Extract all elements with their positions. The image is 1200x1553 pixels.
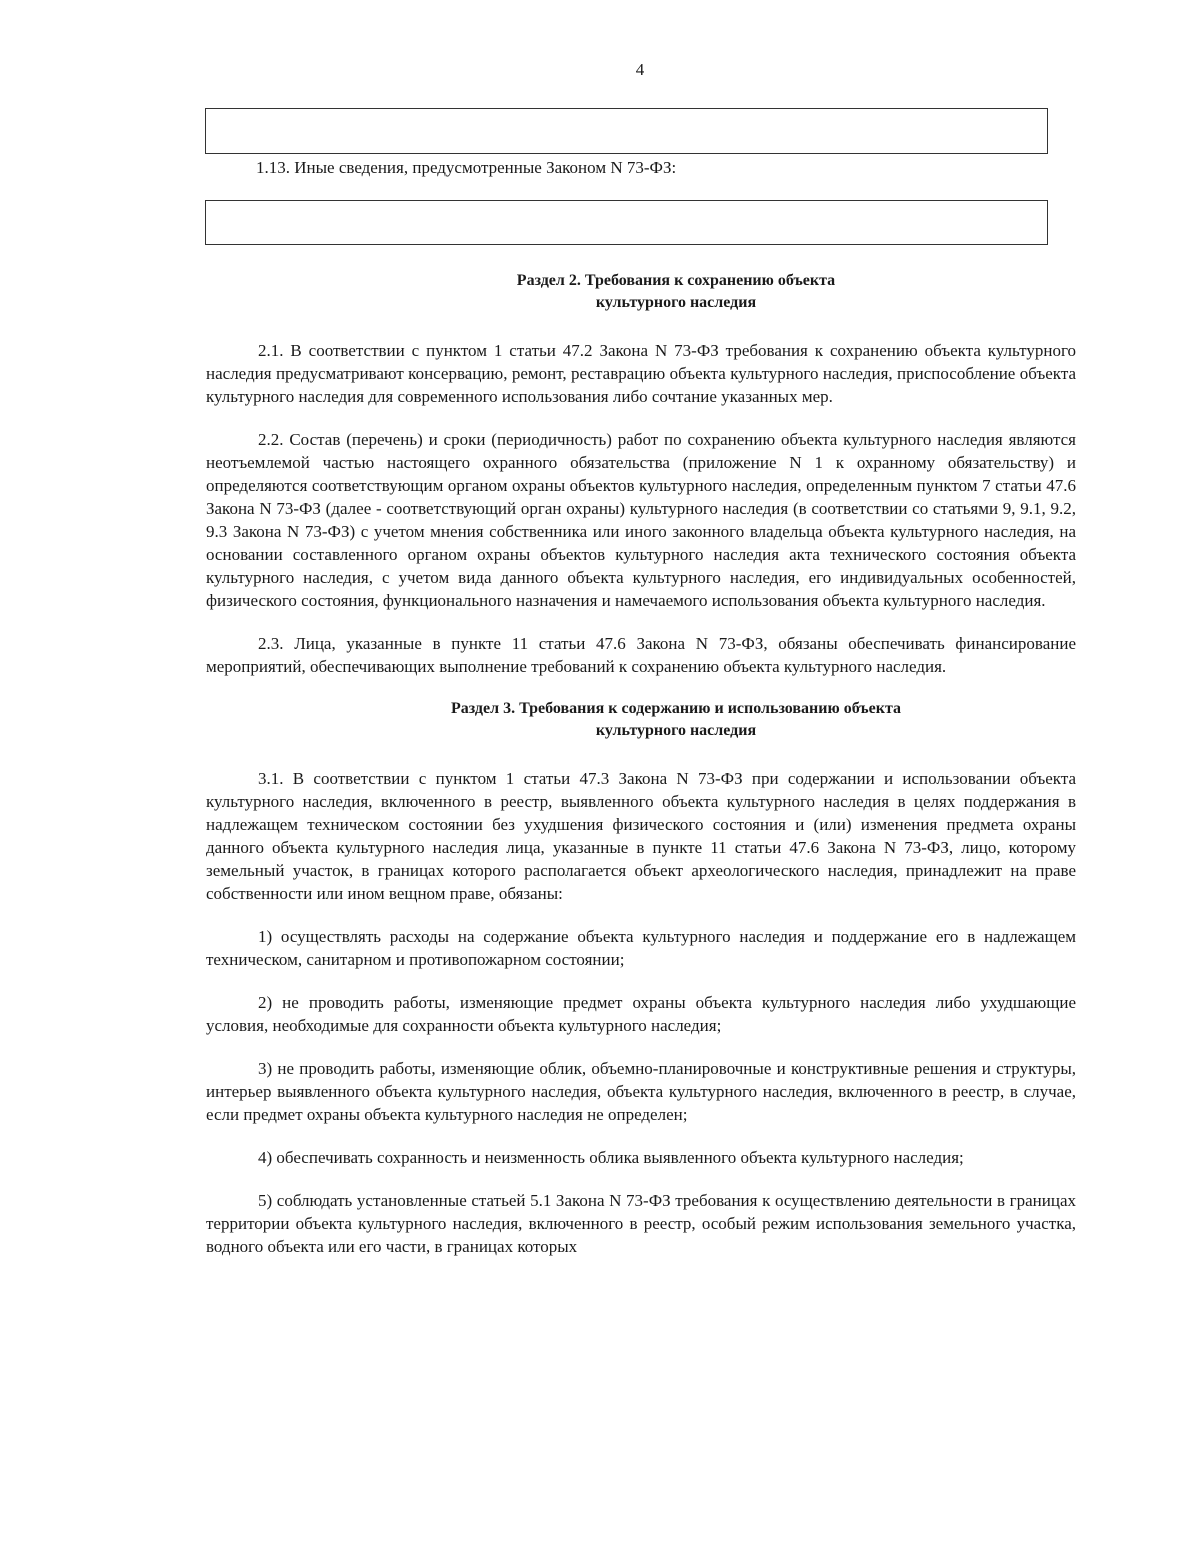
section-2-heading-line1: Раздел 2. Требования к сохранению объекта — [516, 272, 836, 289]
document-body — [206, 270, 1076, 1278]
section-3-heading — [206, 698, 1076, 742]
list-item-4: 4) обеспечивать сохранность и неизменность облика выявленного объекта культурного наследия; — [258, 1148, 964, 1167]
paragraph-2-3: 2.3. Лица, указанные в пункте 11 статьи 47.6 Закона N 73-ФЗ, обязаны обеспечивать финансирование мероприятий, обеспечивающих выполнение требований к сохранению объекта культурного наследия. — [206, 634, 1076, 676]
list-item-3: 3) не проводить работы, изменяющие облик, объемно-планировочные и конструктивные решения и структуры, интерьер выявленного объекта культурного наследия, объекта культурного наследия, включенного в реестр, в случае, если предмет охраны объекта культурного наследия не определен; — [206, 1059, 1076, 1124]
item-1-13-label: 1.13. Иные сведения, предусмотренные Законом N 73-ФЗ: — [256, 158, 677, 177]
list-item-5: 5) соблюдать установленные статьей 5.1 Закона N 73-ФЗ требования к осуществлению деятельности в границах территории объекта культурного наследия, включенного в реестр, особый режим использования земельного участка, водного объекта или его части, в границах которых — [206, 1191, 1076, 1256]
paragraph-3-1: 3.1. В соответствии с пунктом 1 статьи 47.3 Закона N 73-ФЗ при содержании и использовании объекта культурного наследия, включенного в реестр, выявленного объекта культурного наследия в целях поддержания в надлежащем техническом состоянии без ухудшения физического состояния и (или) изменения предмета охраны данного объекта культурного наследия лица, указанные в пункте 11 статьи 47.6 Закона N 73-ФЗ, лицо, которому земельный участок, в границах которого располагается объект археологического наследия, принадлежит на праве собственности или ином вещном праве, обязаны: — [206, 769, 1076, 903]
list-item-1: 1) осуществлять расходы на содержание объекта культурного наследия и поддержание его в надлежащем техническом, санитарном и противопожарном состоянии; — [206, 927, 1076, 969]
list-item-2: 2) не проводить работы, изменяющие предмет охраны объекта культурного наследия либо ухудшающие условия, необходимые для сохранности объекта культурного наследия; — [206, 993, 1076, 1035]
empty-field-box — [205, 108, 1048, 154]
section-2-heading — [206, 270, 1076, 314]
section-2-heading-line2: культурного наследия — [595, 294, 757, 311]
paragraph-2-2: 2.2. Состав (перечень) и сроки (периодичность) работ по сохранению объекта культурного наследия являются неотъемлемой частью настоящего охранного обязательства (приложение N 1 к охранному обязательству) и определяются соответствующим органом охраны объектов культурного наследия, определенным пунктом 7 статьи 47.6 Закона N 73-ФЗ (далее - соответствующий орган охраны) культурного наследия (в соответствии со статьями 9, 9.1, 9.2, 9.3 Закона N 73-ФЗ) с учетом мнения собственника или иного законного владельца объекта культурного наследия, на основании составленного органом охраны объектов культурного наследия акта технического состояния объекта культурного наследия, с учетом вида данного объекта культурного наследия, его индивидуальных особенностей, физического состояния, функционального назначения и намечаемого использования объекта культурного наследия. — [206, 430, 1076, 610]
section-3-heading-line1: Раздел 3. Требования к содержанию и использованию объекта — [450, 700, 902, 717]
section-3-heading-line2: культурного наследия — [595, 722, 757, 739]
empty-field-box-1-13 — [205, 200, 1048, 245]
page-number: 4 — [635, 60, 645, 79]
paragraph-2-1: 2.1. В соответствии с пунктом 1 статьи 47.2 Закона N 73-ФЗ требования к сохранению объекта культурного наследия предусматривают консервацию, ремонт, реставрацию объекта культурного наследия, приспособление объекта культурного наследия для современного использования либо сочтание указанных мер. — [206, 341, 1076, 406]
